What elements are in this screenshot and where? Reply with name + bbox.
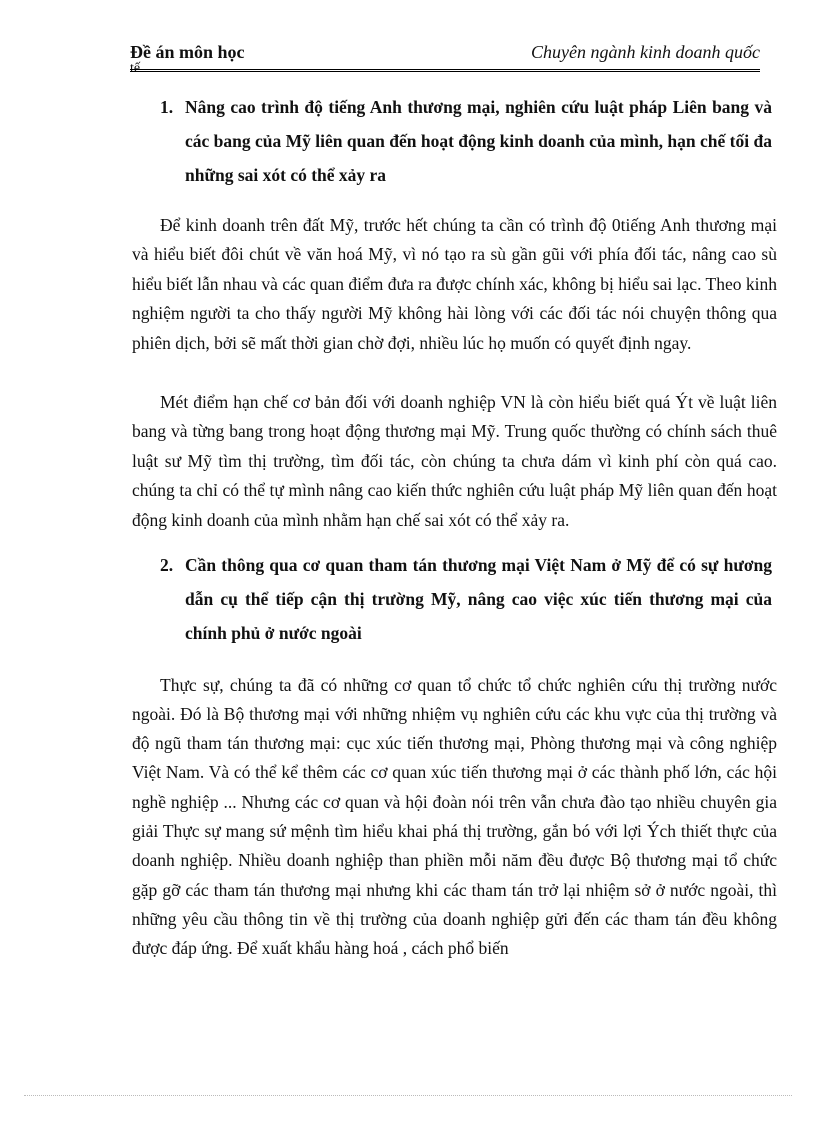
paragraph: Thực sự, chúng ta đã có những cơ quan tổ chức tổ chức nghiên cứu thị trường nước ngoài. Đó là Bộ thương mại với những nhiệm vụ nghiên cứu các khu vực của thị trường và độ ngũ tham tán thương mại: cục xúc tiến thương mại, Phòng thương mại và công nghiệp Việt Nam. Và có thể kể thêm các cơ quan xúc tiến thương mại ở các thành phố lớn, các hội nghề nghiệp ... Nhưng các cơ quan và hội đoàn nói trên vẫn chưa đào tạo nhiều chuyên gia giải Thực sự mang sứ mệnh tìm hiểu khai phá thị trường, gắn bó với lợi Ých thiết thực của doanh nghiệp. Nhiều doanh nghiệp than phiền mỗi năm đều được Bộ thương mại tổ chức gặp gỡ các tham tán thương mại nhưng khi các tham tán trở lại nhiệm sở ở nước ngoài, thì những yêu cầu thông tin về thị trường của doanh nghiệp gửi đến các tham tán đều không được đáp ứng. Để xuất khẩu hàng hoá , cách phổ biến (132, 674, 777, 959)
header-divider (130, 69, 760, 72)
section-heading-text: Cần thông qua cơ quan tham tán thương mại Việt Nam ở Mỹ để có sự hương dẫn cụ thể tiếp cận thị trường Mỹ, nâng cao việc xúc tiến thương mại của chính phủ ở nước ngoài (185, 555, 772, 643)
section-number: 2. (160, 555, 174, 575)
paragraph: Để kinh doanh trên đất Mỹ, trước hết chúng ta cần có trình độ 0tiếng Anh thương mại và hiểu biết đôi chút về văn hoá Mỹ, vì nó tạo ra sù gần gũi với phía đối tác, nâng cao sù hiểu biết lẫn nhau và các quan điểm đưa ra được chính xác, không bị hiểu sai lạc. Theo kinh nghiệm người ta cho thấy người Mỹ không hài lòng với các đối tác nói chuyện thông qua phiên dịch, bởi sẽ mất thời gian chờ đợi, nhiều lúc họ muốn có quyết định ngay. (132, 214, 777, 353)
footer-divider (24, 1095, 792, 1096)
section-heading-1 (160, 90, 772, 192)
header-left-wrap: tế (130, 61, 141, 76)
section-heading-text: Nâng cao trình độ tiếng Anh thương mại, nghiên cứu luật pháp Liên bang và các bang của Mỹ liên quan đến hoạt động kinh doanh của mình, hạn chế tối đa những sai xót có thể xảy ra (185, 97, 772, 185)
page-header (130, 40, 760, 80)
header-right-title: Chuyên ngành kinh doanh quốc (531, 42, 760, 62)
section-heading-2 (160, 548, 772, 650)
header-left-title: Đề án môn học (130, 42, 245, 62)
section-number: 1. (160, 97, 174, 117)
paragraph: Mét điểm hạn chế cơ bản đối với doanh nghiệp VN là còn hiểu biết quá Ýt về luật liên bang và từng bang trong hoạt động thương mại Mỹ. Trung quốc thường có chính sách thuê luật sư Mỹ tìm thị trường, tìm đối tác, còn chúng ta chưa dám vì kinh phí còn quá cao. chúng ta chỉ có thể tự mình nâng cao kiến thức nghiên cứu luật pháp Mỹ liên quan đến hoạt động kinh doanh của mình nhằm hạn chế sai xót có thể xảy ra. (132, 391, 777, 530)
